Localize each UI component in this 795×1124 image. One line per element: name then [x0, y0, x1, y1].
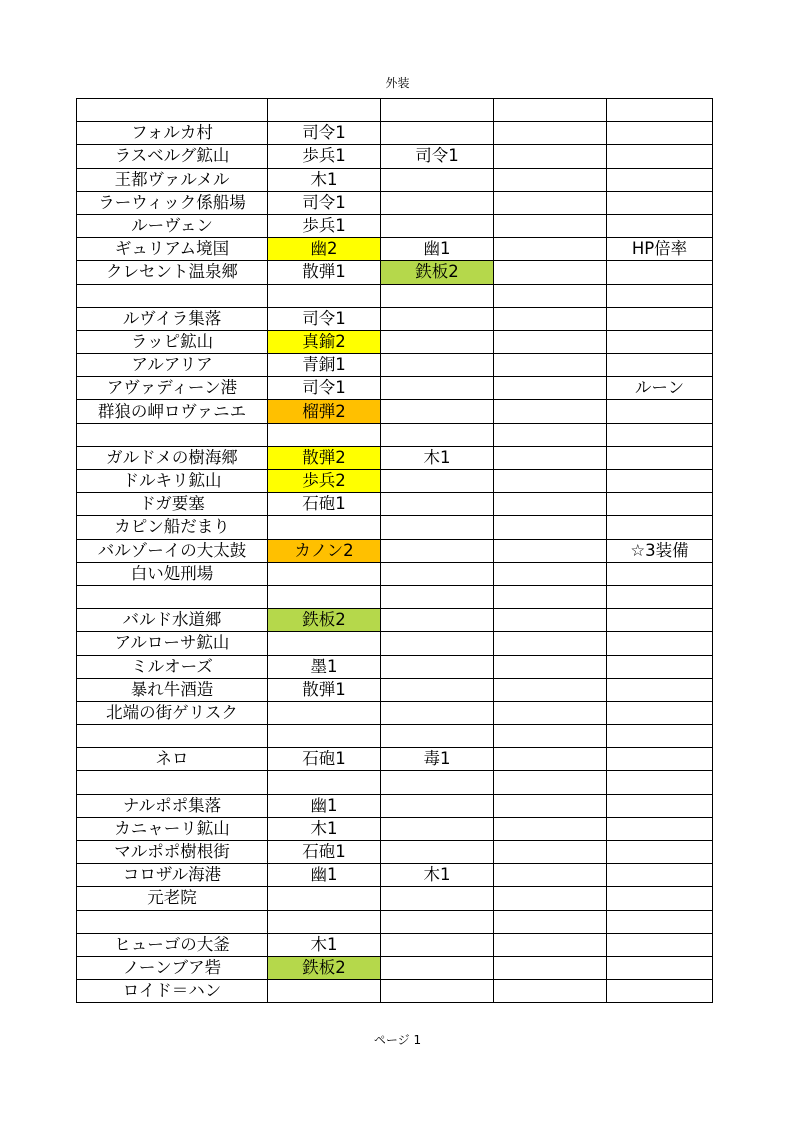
- table-cell[interactable]: [607, 701, 713, 724]
- location-cell[interactable]: アヴァディーン港: [77, 377, 268, 400]
- table-cell[interactable]: [381, 168, 494, 191]
- table-cell[interactable]: [607, 980, 713, 1003]
- table-cell[interactable]: 司令1: [268, 307, 381, 330]
- table-cell[interactable]: [381, 562, 494, 585]
- table-row: [77, 168, 713, 191]
- table-cell[interactable]: [607, 516, 713, 539]
- location-cell[interactable]: アルローサ鉱山: [77, 632, 268, 655]
- table-cell[interactable]: [381, 910, 494, 933]
- table-cell[interactable]: [268, 562, 381, 585]
- table-cell[interactable]: [494, 284, 607, 307]
- table-cell[interactable]: [268, 910, 381, 933]
- table-body: [77, 99, 713, 1003]
- location-cell[interactable]: [77, 99, 268, 122]
- table-row: [77, 446, 713, 469]
- location-cell[interactable]: カニャーリ鉱山: [77, 817, 268, 840]
- table-row: [77, 701, 713, 724]
- table-cell[interactable]: [381, 377, 494, 400]
- location-cell[interactable]: バルド水道郷: [77, 609, 268, 632]
- table-cell[interactable]: 鉄板2: [268, 956, 381, 979]
- table-cell[interactable]: [494, 841, 607, 864]
- location-cell[interactable]: ネロ: [77, 748, 268, 771]
- location-cell[interactable]: ドルキリ鉱山: [77, 470, 268, 493]
- table-cell[interactable]: [381, 122, 494, 145]
- table-cell[interactable]: [607, 933, 713, 956]
- location-cell[interactable]: [77, 423, 268, 446]
- table-cell[interactable]: [607, 423, 713, 446]
- table-cell[interactable]: [607, 400, 713, 423]
- table-row: [77, 191, 713, 214]
- table-cell[interactable]: [607, 771, 713, 794]
- table-cell[interactable]: ☆3装備: [607, 539, 713, 562]
- location-cell[interactable]: 北端の街ゲリスク: [77, 701, 268, 724]
- table-cell[interactable]: 鉄板2: [268, 609, 381, 632]
- table-cell[interactable]: [607, 261, 713, 284]
- table-row: [77, 377, 713, 400]
- table-cell[interactable]: [494, 725, 607, 748]
- table-cell[interactable]: [494, 122, 607, 145]
- table-cell[interactable]: [607, 864, 713, 887]
- location-cell[interactable]: フォルカ村: [77, 122, 268, 145]
- table-cell[interactable]: [607, 307, 713, 330]
- table-cell[interactable]: [607, 168, 713, 191]
- table-cell[interactable]: [494, 516, 607, 539]
- table-cell[interactable]: 木1: [381, 864, 494, 887]
- table-cell[interactable]: [381, 539, 494, 562]
- table-cell[interactable]: ルーン: [607, 377, 713, 400]
- table-cell[interactable]: [381, 585, 494, 608]
- table-cell[interactable]: [607, 446, 713, 469]
- table-cell[interactable]: [494, 377, 607, 400]
- table-cell[interactable]: [607, 122, 713, 145]
- table-cell[interactable]: [494, 354, 607, 377]
- location-cell[interactable]: ガルドメの樹海郷: [77, 446, 268, 469]
- table-row: [77, 748, 713, 771]
- location-cell[interactable]: バルゾーイの大太鼓: [77, 539, 268, 562]
- table-row: [77, 794, 713, 817]
- location-cell[interactable]: クレセント温泉郷: [77, 261, 268, 284]
- location-cell[interactable]: [77, 725, 268, 748]
- table-cell[interactable]: 真鍮2: [268, 330, 381, 353]
- table-cell[interactable]: 歩兵1: [268, 214, 381, 237]
- table-cell[interactable]: 木1: [268, 817, 381, 840]
- table-cell[interactable]: [607, 655, 713, 678]
- table-cell[interactable]: 木1: [268, 168, 381, 191]
- table-cell[interactable]: 毒1: [381, 748, 494, 771]
- table-row: [77, 400, 713, 423]
- table-cell[interactable]: [494, 609, 607, 632]
- table-cell[interactable]: [381, 284, 494, 307]
- table-cell[interactable]: [607, 794, 713, 817]
- table-cell[interactable]: [268, 725, 381, 748]
- equipment-table: [76, 98, 713, 1003]
- table-cell[interactable]: [494, 701, 607, 724]
- table-cell[interactable]: カノン2: [268, 539, 381, 562]
- table-cell[interactable]: 散弾1: [268, 678, 381, 701]
- table-row: [77, 956, 713, 979]
- table-cell[interactable]: [494, 632, 607, 655]
- table-cell[interactable]: 石砲1: [268, 748, 381, 771]
- table-row: [77, 632, 713, 655]
- location-cell[interactable]: ルーヴェン: [77, 214, 268, 237]
- table-row: [77, 910, 713, 933]
- table-cell[interactable]: 幽1: [268, 864, 381, 887]
- page-header: 外装: [385, 76, 410, 90]
- location-cell[interactable]: ミルオーズ: [77, 655, 268, 678]
- table-cell[interactable]: 石砲1: [268, 841, 381, 864]
- table-cell[interactable]: [268, 423, 381, 446]
- table-cell[interactable]: [607, 956, 713, 979]
- table-cell[interactable]: [381, 493, 494, 516]
- table-cell[interactable]: [607, 632, 713, 655]
- table-cell[interactable]: [381, 725, 494, 748]
- table-row: [77, 516, 713, 539]
- table-row: [77, 817, 713, 840]
- table-cell[interactable]: [381, 794, 494, 817]
- location-cell[interactable]: [77, 771, 268, 794]
- location-cell[interactable]: ラーウィック係船場: [77, 191, 268, 214]
- table-row: [77, 864, 713, 887]
- table-cell[interactable]: [607, 330, 713, 353]
- table-cell[interactable]: [494, 238, 607, 261]
- table-cell[interactable]: [381, 330, 494, 353]
- table-row: [77, 238, 713, 261]
- table-row: [77, 214, 713, 237]
- location-cell[interactable]: ロイド＝ハン: [77, 980, 268, 1003]
- table-cell[interactable]: [494, 261, 607, 284]
- table-cell[interactable]: [607, 214, 713, 237]
- table-cell[interactable]: [381, 632, 494, 655]
- location-cell[interactable]: コロザル海港: [77, 864, 268, 887]
- table-cell[interactable]: [607, 609, 713, 632]
- table-cell[interactable]: [607, 284, 713, 307]
- table-cell[interactable]: [268, 585, 381, 608]
- table-cell[interactable]: [607, 725, 713, 748]
- table-cell[interactable]: [381, 609, 494, 632]
- table-cell[interactable]: 司令1: [268, 122, 381, 145]
- table-cell[interactable]: [494, 794, 607, 817]
- location-cell[interactable]: マルポポ樹根街: [77, 841, 268, 864]
- table-cell[interactable]: [607, 887, 713, 910]
- table-cell[interactable]: [494, 470, 607, 493]
- location-cell[interactable]: 群狼の岬ロヴァニエ: [77, 400, 268, 423]
- table-cell[interactable]: HP倍率: [607, 238, 713, 261]
- table-row: [77, 725, 713, 748]
- table-row: [77, 122, 713, 145]
- table-cell[interactable]: 司令1: [268, 377, 381, 400]
- table-cell[interactable]: [494, 214, 607, 237]
- table-cell[interactable]: [494, 400, 607, 423]
- table-cell[interactable]: [268, 887, 381, 910]
- location-cell[interactable]: [77, 284, 268, 307]
- table-row: [77, 539, 713, 562]
- table-cell[interactable]: [381, 933, 494, 956]
- table-cell[interactable]: [381, 841, 494, 864]
- table-row: [77, 307, 713, 330]
- table-cell[interactable]: [607, 841, 713, 864]
- table-cell[interactable]: [494, 191, 607, 214]
- table-row: [77, 423, 713, 446]
- table-row: [77, 470, 713, 493]
- location-cell[interactable]: ノーンブア砦: [77, 956, 268, 979]
- table-cell[interactable]: [268, 284, 381, 307]
- table-cell[interactable]: 歩兵2: [268, 470, 381, 493]
- table-cell[interactable]: [268, 632, 381, 655]
- table-cell[interactable]: 散弾2: [268, 446, 381, 469]
- location-cell[interactable]: ラスベルグ鉱山: [77, 145, 268, 168]
- table-cell[interactable]: [494, 423, 607, 446]
- location-cell[interactable]: 暴れ牛酒造: [77, 678, 268, 701]
- table-cell[interactable]: [494, 748, 607, 771]
- table-cell[interactable]: [381, 887, 494, 910]
- table-cell[interactable]: [381, 817, 494, 840]
- table-cell[interactable]: [494, 980, 607, 1003]
- table-row: [77, 493, 713, 516]
- location-cell[interactable]: カピン船だまり: [77, 516, 268, 539]
- table-cell[interactable]: [494, 168, 607, 191]
- location-cell[interactable]: ルヴイラ集落: [77, 307, 268, 330]
- table-cell[interactable]: [494, 655, 607, 678]
- table-row: [77, 330, 713, 353]
- table-cell[interactable]: [381, 307, 494, 330]
- table-cell[interactable]: [381, 191, 494, 214]
- table-row: [77, 887, 713, 910]
- location-cell[interactable]: ラッピ鉱山: [77, 330, 268, 353]
- table-cell[interactable]: [381, 655, 494, 678]
- table-cell[interactable]: [607, 678, 713, 701]
- table-cell[interactable]: [381, 771, 494, 794]
- table-cell[interactable]: [494, 562, 607, 585]
- table-row: [77, 284, 713, 307]
- table-cell[interactable]: 榴弾2: [268, 400, 381, 423]
- table-cell[interactable]: [494, 956, 607, 979]
- table-cell[interactable]: [607, 493, 713, 516]
- location-cell[interactable]: [77, 910, 268, 933]
- location-cell[interactable]: 王都ヴァルメル: [77, 168, 268, 191]
- location-cell[interactable]: ナルポポ集落: [77, 794, 268, 817]
- location-cell[interactable]: 元老院: [77, 887, 268, 910]
- page-footer: ページ 1: [373, 1033, 422, 1047]
- table-cell[interactable]: [607, 748, 713, 771]
- table-cell[interactable]: [494, 910, 607, 933]
- table-cell[interactable]: [494, 933, 607, 956]
- table-cell[interactable]: [607, 354, 713, 377]
- table-cell[interactable]: 石砲1: [268, 493, 381, 516]
- table-cell[interactable]: 木1: [268, 933, 381, 956]
- table-row: [77, 655, 713, 678]
- table-cell[interactable]: [607, 910, 713, 933]
- location-cell[interactable]: [77, 585, 268, 608]
- location-cell[interactable]: 白い処刑場: [77, 562, 268, 585]
- table-cell[interactable]: 鉄板2: [381, 261, 494, 284]
- table-cell[interactable]: [381, 470, 494, 493]
- table-cell[interactable]: 幽1: [381, 238, 494, 261]
- table-cell[interactable]: [494, 99, 607, 122]
- table-cell[interactable]: [381, 701, 494, 724]
- table-row: [77, 99, 713, 122]
- table-cell[interactable]: [494, 585, 607, 608]
- table-cell[interactable]: [268, 701, 381, 724]
- table-cell[interactable]: [268, 980, 381, 1003]
- table-cell[interactable]: 幽2: [268, 238, 381, 261]
- table-cell[interactable]: 幽1: [268, 794, 381, 817]
- table-cell[interactable]: [381, 99, 494, 122]
- table-cell[interactable]: [607, 817, 713, 840]
- table-cell[interactable]: [494, 887, 607, 910]
- table-cell[interactable]: [494, 330, 607, 353]
- table-cell[interactable]: [607, 562, 713, 585]
- location-cell[interactable]: アルアリア: [77, 354, 268, 377]
- table-row: [77, 562, 713, 585]
- table-cell[interactable]: [494, 771, 607, 794]
- table-cell[interactable]: 木1: [381, 446, 494, 469]
- table-cell[interactable]: [607, 470, 713, 493]
- table-cell[interactable]: [381, 980, 494, 1003]
- table-cell[interactable]: [494, 493, 607, 516]
- table-cell[interactable]: 墨1: [268, 655, 381, 678]
- table-cell[interactable]: [268, 771, 381, 794]
- table-cell[interactable]: [607, 99, 713, 122]
- table-cell[interactable]: [494, 864, 607, 887]
- table-cell[interactable]: [494, 678, 607, 701]
- table-cell[interactable]: [607, 191, 713, 214]
- table-cell[interactable]: [607, 585, 713, 608]
- table-cell[interactable]: [494, 817, 607, 840]
- table-row: [77, 980, 713, 1003]
- table-cell[interactable]: [268, 99, 381, 122]
- table-row: [77, 354, 713, 377]
- table-cell[interactable]: [381, 354, 494, 377]
- location-cell[interactable]: ドガ要塞: [77, 493, 268, 516]
- table-row: [77, 678, 713, 701]
- table-row: [77, 585, 713, 608]
- table-cell[interactable]: [381, 214, 494, 237]
- table-cell[interactable]: [494, 539, 607, 562]
- table-cell[interactable]: [268, 516, 381, 539]
- table-row: [77, 261, 713, 284]
- table-cell[interactable]: [381, 678, 494, 701]
- table-row: [77, 145, 713, 168]
- table-cell[interactable]: [381, 516, 494, 539]
- table-cell[interactable]: [381, 956, 494, 979]
- table-cell[interactable]: 青銅1: [268, 354, 381, 377]
- table-cell[interactable]: 散弾1: [268, 261, 381, 284]
- table-row: [77, 609, 713, 632]
- table-row: [77, 841, 713, 864]
- location-cell[interactable]: ギュリアム境国: [77, 238, 268, 261]
- table-cell[interactable]: 歩兵1: [268, 145, 381, 168]
- table-row: [77, 933, 713, 956]
- table-cell[interactable]: 司令1: [268, 191, 381, 214]
- table-cell[interactable]: [607, 145, 713, 168]
- table-cell[interactable]: [381, 423, 494, 446]
- table-cell[interactable]: 司令1: [381, 145, 494, 168]
- table-cell[interactable]: [494, 446, 607, 469]
- table-cell[interactable]: [494, 145, 607, 168]
- table-cell[interactable]: [494, 307, 607, 330]
- table-row: [77, 771, 713, 794]
- location-cell[interactable]: ヒューゴの大釜: [77, 933, 268, 956]
- table-cell[interactable]: [381, 400, 494, 423]
